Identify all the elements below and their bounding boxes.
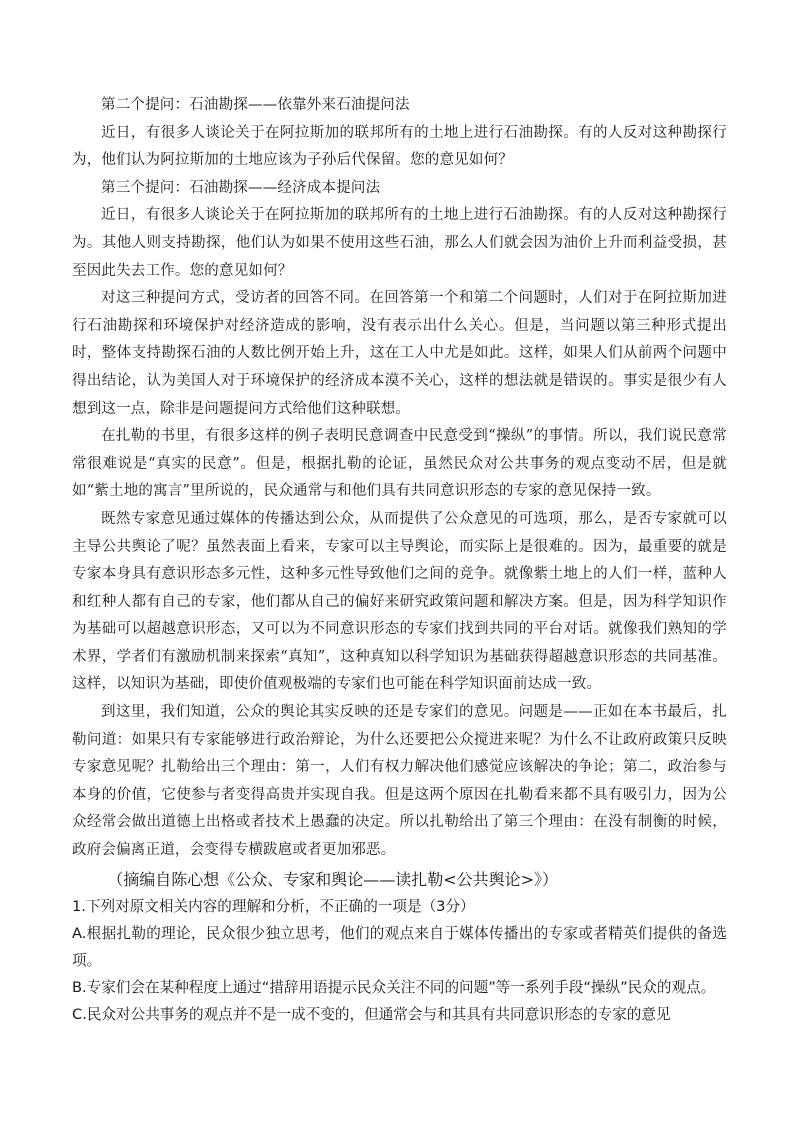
paragraph: 对这三种提问方式，受访者的回答不同。在回答第一个和第二个问题时，人们对于在阿拉斯加进行石油勘探和环境保护对经济造成的影响，没有表示出什么关心。但是，当问题以第三种形式提出时，整体支持勘探石油的人数比例开始上升，这在工人中尤是如此。这样，如果人们从前两个问题中得出结论，认为美国人对于环境保护的经济成本漠不关心，这样的想法就是错误的。事实是很少有人想到这一点，除非是问题提问方式给他们这种联想。 <box>72 290 727 417</box>
paragraph: 既然专家意见通过媒体的传播达到公众，从而提供了公众意见的可选项，那么，是否专家就可以主导公共舆论了呢？虽然表面上看来，专家可以主导舆论，而实际上是很难的。因为，最重要的就是专家本身具有意识形态多元性，这种多元性导致他们之间的竞争。就像紫土地上的人们一样，蓝种人和红种人都有自己的专家，他们都从自己的偏好来研究政策问题和解决方案。但是，因为科学知识作为基础可以超越意识形态，又可以为不同意识形态的专家们找到共同的平台对话。就像我们熟知的学术界，学者们有激励机制来探索“真知”，这种真知以科学知识为基础获得超越意识形态的共同基准。这样，以知识为基础，即使价值观极端的专家们也可能在科学知识面前达成一致。 <box>72 510 727 693</box>
source-citation: （摘编自陈心想《公众、专家和舆论——读扎勒<公共舆论>》） <box>107 869 559 889</box>
option-a: A.根据扎勒的理论，民众很少独立思考，他们的观点来自于媒体传播出的专家或者精英们提供的备选项。 <box>72 924 727 970</box>
subheading-second-question: 第二个提问：石油勘探——依靠外来石油提问法 <box>101 97 410 113</box>
paragraph: 近日，有很多人谈论关于在阿拉斯加的联邦所有的土地上进行石油勘探。有的人反对这种勘探行为。其他人则支持勘探，他们认为如果不使用这些石油，那么人们就会因为油价上升而利益受损，甚至因此失去工作。您的意见如何？ <box>72 207 727 279</box>
option-b: B.专家们会在某种程度上通过“措辞用语提示民众关注不同的问题”等一系列手段“操纵”民众的观点。 <box>72 979 716 997</box>
paragraph: 在扎勒的书里，有很多这样的例子表明民意调查中民意受到“操纵”的事情。所以，我们说民意常常很难说是“真实的民意”。但是，根据扎勒的论证，虽然民众对公共事务的观点变动不居，但是就如“紫土地的寓言”里所说的，民众通常与和他们具有共同意识形态的专家的意见保持一致。 <box>72 428 727 500</box>
paragraph: 近日，有很多人谈论关于在阿拉斯加的联邦所有的土地上进行石油勘探。有的人反对这种勘探行为，他们认为阿拉斯加的土地应该为子孙后代保留。您的意见如何？ <box>72 124 727 169</box>
article-body <box>72 92 727 1029</box>
option-c: C.民众对公共事务的观点并不是一成不变的，但通常会与和其具有共同意识形态的专家的意见 <box>72 1006 671 1024</box>
question-stem: 1.下列对原文相关内容的理解和分析，不正确的一项是（3分） <box>72 897 475 915</box>
paragraph: 到这里，我们知道，公众的舆论其实反映的还是专家们的意见。问题是——正如在本书最后，扎勒问道：如果只有专家能够进行政治辩论，为什么还要把公众搅进来呢？为什么不让政府政策只反映专家意见呢？扎勒给出三个理由：第一，人们有权力解决他们感觉应该解决的争论；第二，政治参与本身的价值，它使参与者变得高贵并实现自我。但是这两个原因在扎勒看来都不具有吸引力，因为公众经常会做出道德上出格或者技术上愚蠢的决定。所以扎勒给出了第三个理由：在没有制衡的时候，政府会偏离正道，会变得专横跋扈或者更加邪恶。 <box>72 704 727 859</box>
subheading-third-question: 第三个提问：石油勘探——经济成本提问法 <box>101 179 381 196</box>
question-block <box>72 893 727 1029</box>
